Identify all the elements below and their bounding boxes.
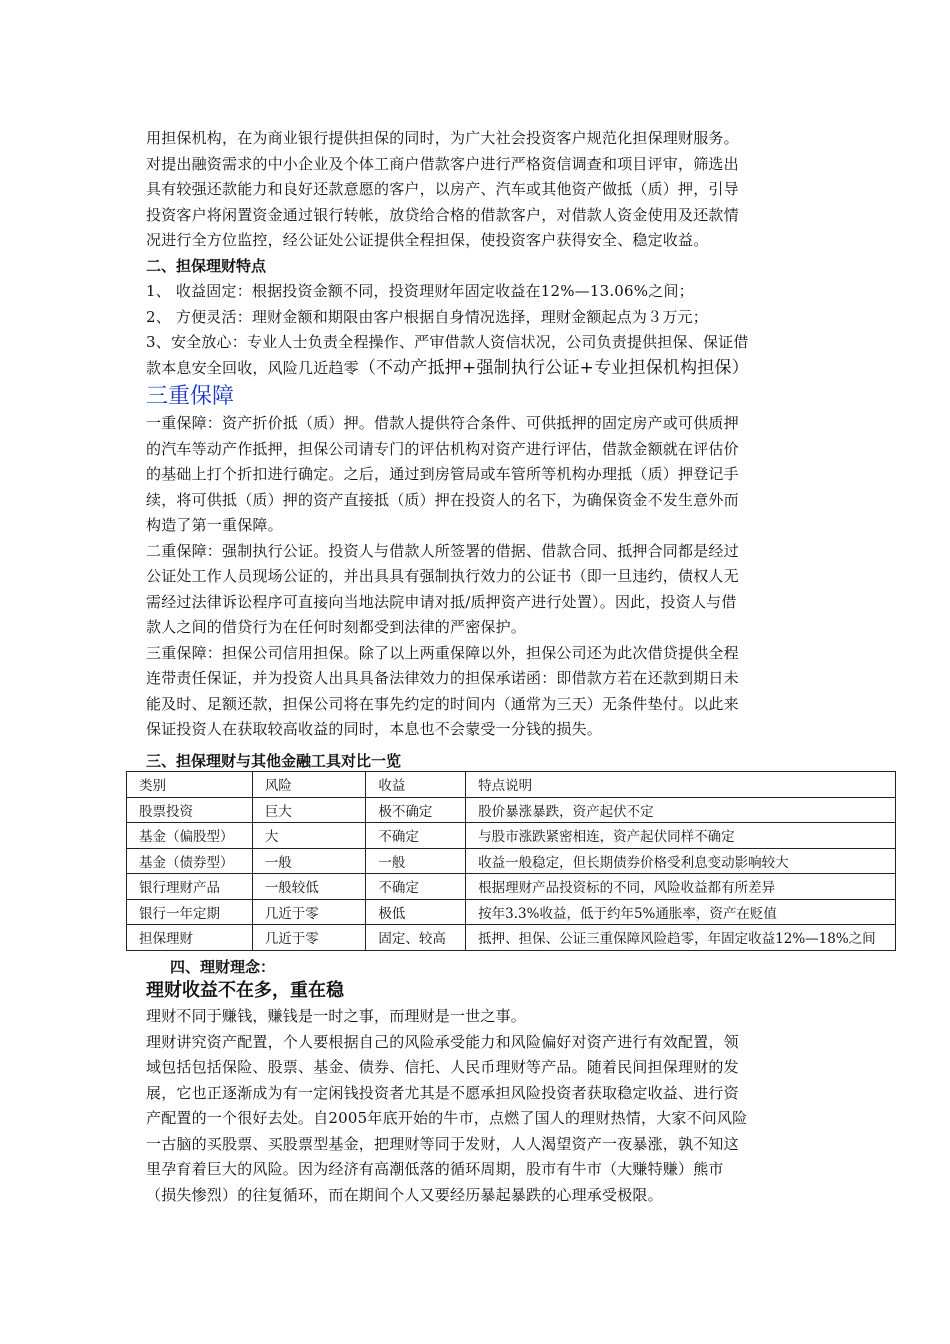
table-cell: 固定、较高 [366,925,466,951]
comparison-table [126,771,896,951]
intro-line: 投资客户将闲置资金通过银行转帐，放贷给合格的借款客户，对借款人资金使用及还款情 [146,205,739,224]
table-cell: 银行理财产品 [127,874,253,900]
table-cell: 根据理财产品投资标的不同，风险收益都有所差异 [466,874,896,900]
section4-line: （损失惨烈）的往复循环，而在期间个人又要经历暴起暴跌的心理承受极限。 [146,1185,663,1204]
table-header-cell: 特点说明 [466,772,896,798]
section4-line: 一古脑的买股票、买股票型基金，把理财等同于发财，人人渴望资产一夜暴涨，孰不知这 [146,1134,739,1153]
intro-line: 用担保机构，在为商业银行提供担保的同时，为广大社会投资客户规范化担保理财服务。 [146,129,739,147]
guarantee-2-line: 二重保障：强制执行公证。投资人与借款人所签署的借据、借款合同、抵押合同都是经过 [146,541,739,560]
table-cell: 一般 [366,848,466,874]
section3-heading: 三、担保理财与其他金融工具对比一览 [146,752,402,770]
table-cell: 一般 [252,848,366,874]
table-row [127,925,896,951]
section4-line: 展，它也正逐渐成为有一定闲钱投资者尤其是不愿承担风险投资者获取稳定收益、进行资 [146,1083,739,1102]
guarantee-1-line: 一重保障：资产折价抵（质）押。借款人提供符合条件、可供抵押的固定房产或可供质押 [146,414,739,432]
table-cell: 按年3.3%收益，低于约年5%通胀率，资产在贬值 [466,899,896,925]
table-cell: 抵押、担保、公证三重保障风险趋零，年固定收益12%—18%之间 [466,925,896,951]
table-cell: 不确定 [366,823,466,849]
section4-line: 里孕育着巨大的风险。因为经济有高潮低落的循环周期，股市有牛市（大赚特赚）熊市 [146,1160,724,1178]
table-cell: 几近于零 [252,899,366,925]
guarantee-3-line: 三重保障：担保公司信用担保。除了以上两重保障以外，担保公司还为此次借贷提供全程 [146,643,739,662]
section4-line: 域包括包括保险、股票、基金、债券、信托、人民币理财等产品。随着民间担保理财的发 [146,1058,739,1076]
guarantee-1-line: 续，将可供抵（质）押的资产直接抵（质）押在投资人的名下，为确保资金不发生意外而 [146,490,739,509]
table-header-cell: 收益 [366,772,466,798]
table-cell: 与股市涨跌紧密相连，资产起伏同样不确定 [466,823,896,849]
triple-guarantee-title: 三重保障 [146,384,235,409]
table-cell: 基金（债券型） [127,848,253,874]
table-header-row [127,772,896,798]
intro-line: 况进行全方位监控，经公证处公证提供全程担保，使投资客户获得安全、稳定收益。 [146,231,709,249]
feature-item-3-line1: 3、安全放心：专业人士负责全程操作、严审借款人资信状况，公司负责提供担保、保证借 [146,333,749,351]
guarantee-3-line: 连带责任保证，并为投资人出具具备法律效力的担保承诺函：即借款方若在还款到期日未 [146,669,739,687]
section4-line: 理财不同于赚钱，赚钱是一时之事，而理财是一世之事。 [146,1007,527,1025]
section4-line: 产配置的一个很好去处。自2005年底开始的牛市，点燃了国人的理财热情，大家不问风险 [146,1109,748,1127]
table-row [127,848,896,874]
table-cell: 极低 [366,899,466,925]
guarantee-3-line: 能及时、足额还款，担保公司将在事先约定的时间内（通常为三天）无条件垫付。以此来 [146,694,739,713]
table-cell: 巨大 [252,797,366,823]
table-row [127,823,896,849]
table-cell: 担保理财 [127,925,253,951]
table-cell: 股价暴涨暴跌，资产起伏不定 [466,797,896,823]
intro-line: 具有较强还款能力和良好还款意愿的客户，以房产、汽车或其他资产做抵（质）押，引导 [146,180,739,198]
table-row [127,899,896,925]
guarantee-2-line: 公证处工作人员现场公证的，并出具具有强制执行效力的公证书（即一旦违约，债权人无 [146,567,739,585]
feature-item-3-tail: （不动产抵押+强制执行公证+专业担保机构担保） [358,357,749,378]
guarantee-2-line: 款人之间的借贷行为在任何时刻都受到法律的严密保护。 [146,618,527,636]
table-header-cell: 类别 [127,772,253,798]
section4-line: 理财讲究资产配置，个人要根据自己的风险承受能力和风险偏好对资产进行有效配置，领 [146,1032,739,1051]
table-header-cell: 风险 [252,772,366,798]
table-cell: 几近于零 [252,925,366,951]
table-cell: 大 [252,823,366,849]
guarantee-1-line: 的汽车等动产作抵押，担保公司请专门的评估机构对资产进行评估，借款金额就在评估价 [146,439,739,458]
feature-item-1: 1、 收益固定：根据投资金额不同，投资理财年固定收益在12%—13.06%之间； [146,282,694,300]
feature-item-3-text: 款本息安全回收，风险几近趋零 [146,358,359,377]
table-cell: 银行一年定期 [127,899,253,925]
table-row [127,874,896,900]
table-cell: 极不确定 [366,797,466,823]
table-cell: 基金（偏股型） [127,823,253,849]
guarantee-2-line: 需经过法律诉讼程序可直接向当地法院申请对抵/质押资产进行处置）。因此，投资人与借 [146,592,737,611]
feature-item-2: 2、 方便灵活：理财金额和期限由客户根据自身情况选择，理财金额起点为３万元； [146,307,708,326]
intro-section [146,126,810,743]
table-cell: 一般较低 [252,874,366,900]
table-cell: 收益一般稳定，但长期债券价格受利息变动影响较大 [466,848,896,874]
guarantee-3-line: 保证投资人在获取较高收益的同时，本息也不会蒙受一分钱的损失。 [146,720,603,738]
table-cell: 股票投资 [127,797,253,823]
feature-item-3-line2 [146,356,810,382]
section2-heading: 二、担保理财特点 [146,256,267,275]
table-row [127,797,896,823]
guarantee-1-line: 的基础上打个折扣进行确定。之后，通过到房管局或车管所等机构办理抵（质）押登记手 [146,465,739,483]
section4-heading: 四、理财理念： [170,958,276,976]
section4-body [146,978,810,1208]
section4-subheading: 理财收益不在多，重在稳 [146,980,344,1001]
table-cell: 不确定 [366,874,466,900]
intro-line: 对提出融资需求的中小企业及个体工商户借款客户进行严格资信调查和项目评审，筛选出 [146,154,739,173]
guarantee-1-line: 构造了第一重保障。 [146,516,283,534]
